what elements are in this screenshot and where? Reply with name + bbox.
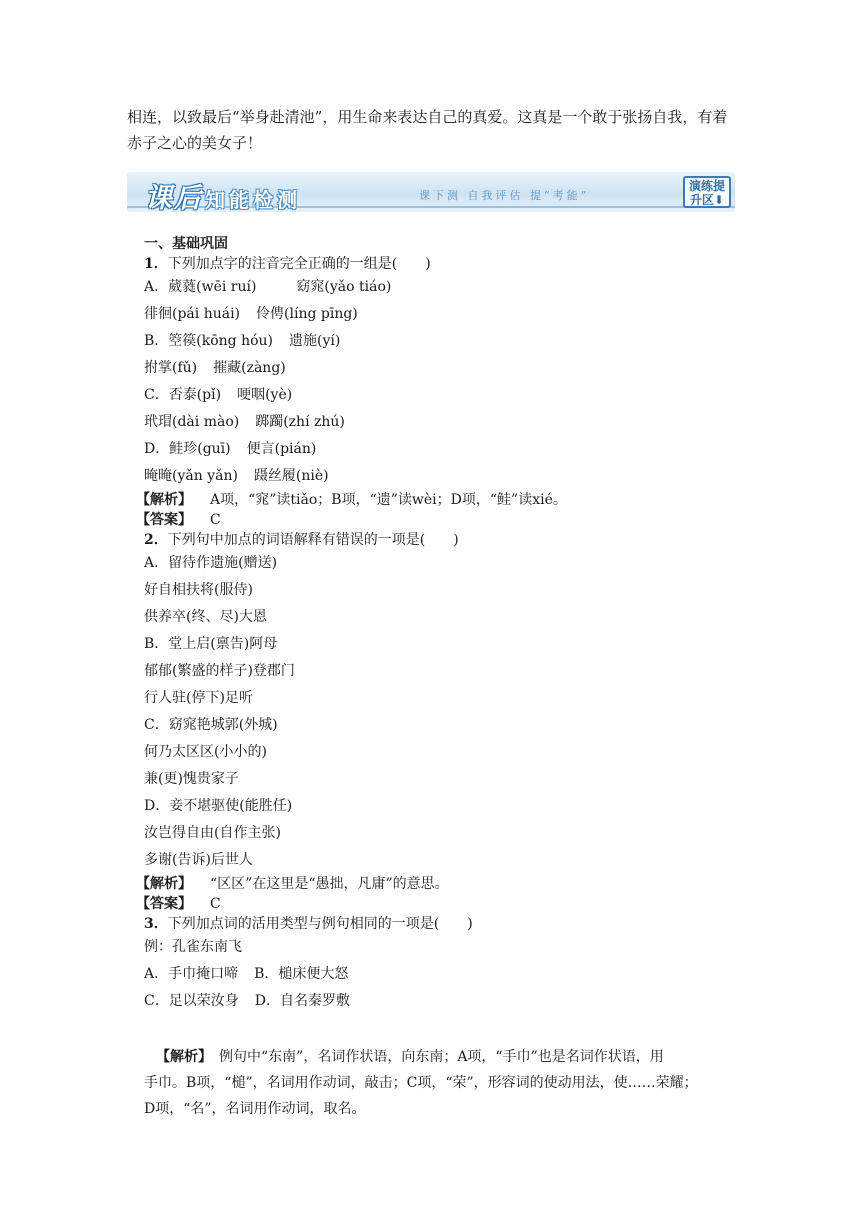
q2-stem [144, 530, 740, 550]
q3-analysis-line2: 手巾。B项，“槌”，名词用作动词，敲击；C项，“荣”，形容词的使动用法，使……荣耀； [144, 1075, 698, 1091]
q1-c-label: C． [144, 387, 169, 403]
q1-a-label: A． [144, 279, 169, 295]
q3-option-b: B．槌床便大怒 [254, 966, 349, 982]
q1-option-c-line1 [144, 382, 740, 409]
q1-d1: 鲑珍(guī) [169, 441, 231, 457]
q2-option-b-line3: 行人驻(停下)足听 [144, 690, 253, 706]
q1-option-b-line2 [144, 355, 740, 382]
q1-analysis-text: A项，“窕”读tiǎo；B项，“遗”读wèi；D项，“鲑”读xié。 [210, 492, 567, 508]
q2-d1: 妾不堪驱使(能胜任) [169, 798, 293, 814]
q3-analysis-line3: D项，“名”，名词用作动词，取名。 [144, 1101, 366, 1117]
q2-answer-value: C [210, 896, 221, 912]
q1-d2: 便言(pián) [246, 441, 317, 457]
q2-a-label: A． [144, 555, 169, 571]
arrow-down-icon: ⬇ [713, 193, 725, 207]
q3-analysis-text-1: 例句中“东南”，名词作状语，向东南；A项，“手巾”也是名词作状语，用 [219, 1049, 664, 1065]
q2-option-b-line1 [144, 631, 740, 658]
q1-b2: 遗施(yí) [289, 333, 341, 349]
q1-b3: 拊掌(fǔ) [144, 360, 198, 376]
q3-stem-text: 下列加点词的活用类型与例句相同的一项是( ) [167, 916, 473, 932]
q1-c1: 否泰(pǐ) [168, 387, 222, 403]
q2-option-a-line3: 供养卒(终、尽)大恩 [144, 609, 267, 625]
q2-option-a-line1 [144, 550, 740, 577]
q3-options-ab [144, 961, 740, 988]
q3-option-c: C．足以荣汝身 [144, 993, 239, 1009]
q1-option-a-line1 [144, 274, 740, 301]
q3-analysis [144, 1044, 738, 1122]
q1-option-d-line1 [144, 436, 740, 463]
q1-option-c-line2 [144, 409, 740, 436]
intro-line-1: 相连，以致最后“举身赴清池”，用生命来表达自己的真爱。这真是一个敢于张扬自我，有着 [127, 108, 728, 126]
q3-option-d: D．自名秦罗敷 [254, 993, 350, 1009]
q2-option-c-line2: 何乃太区区(小小的) [144, 744, 267, 760]
q3-analysis-tag: 【解析】 [156, 1049, 205, 1065]
q1-a1: 葳蕤(wēi ruí) [168, 279, 257, 295]
exercise-body [136, 234, 740, 1015]
q2-a1: 留待作遗施(赠送) [168, 555, 278, 571]
q2-b-label: B． [144, 636, 169, 652]
q1-a3: 徘徊(pái huái) [144, 306, 241, 322]
banner-subtitle: 课下测 自我评估 提“考能” [419, 189, 590, 202]
section-banner [127, 172, 735, 212]
q2-stem-text: 下列句中加点的词语解释有错误的一项是( ) [167, 532, 459, 548]
intro-paragraph [127, 104, 737, 156]
q2-option-b-line2: 郁郁(繁盛的样子)登郡门 [144, 663, 295, 679]
q1-b-label: B． [144, 333, 169, 349]
q1-analysis-tag: 【解析】 [136, 492, 192, 508]
q2-analysis-tag: 【解析】 [136, 876, 192, 892]
q2-option-d-line2: 汝岂得自由(自作主张) [144, 825, 281, 841]
q3-options-cd [144, 988, 740, 1015]
q1-d4: 蹑丝履(niè) [253, 468, 329, 484]
q2-number: 2． [144, 532, 168, 548]
q2-d-label: D． [144, 798, 170, 814]
q2-answer [136, 894, 740, 914]
badge-line-2: 升区 [689, 193, 714, 207]
q3-option-a: A．手巾掩口啼 [144, 966, 239, 982]
q1-option-a-line2 [144, 301, 740, 328]
q1-b4: 摧藏(zàng) [213, 360, 286, 376]
q3-stem [144, 914, 740, 934]
q2-option-d-line1 [144, 793, 740, 820]
q2-option-d-line3: 多谢(告诉)后世人 [144, 852, 253, 868]
q1-answer [136, 510, 740, 530]
q1-b1: 箜篌(kōng hóu) [168, 333, 274, 349]
banner-title-b: 知能检测 [205, 188, 301, 212]
badge-line-1: 演练提 [688, 179, 725, 193]
q1-number: 1． [144, 256, 168, 272]
q2-c-label: C． [144, 717, 169, 733]
q2-b1: 堂上启(禀告)阿母 [168, 636, 278, 652]
q1-option-b-line1 [144, 328, 740, 355]
q2-answer-tag: 【答案】 [136, 896, 192, 912]
q2-option-c-line3: 兼(更)愧贵家子 [144, 771, 239, 787]
q1-c4: 踯躅(zhí zhú) [255, 414, 345, 430]
q1-d3: 晻晻(yǎn yǎn) [144, 468, 238, 484]
q1-a2: 窈窕(yǎo tiáo) [296, 279, 392, 295]
q2-option-c-line1 [144, 712, 740, 739]
q1-a4: 伶俜(líng pīng) [256, 306, 358, 322]
q1-stem [144, 254, 740, 274]
q3-number: 3． [144, 916, 168, 932]
q1-answer-value: C [210, 512, 221, 528]
q1-option-d-line2 [144, 463, 740, 490]
q2-analysis [136, 874, 740, 894]
q1-analysis [136, 490, 740, 510]
q1-answer-tag: 【答案】 [136, 512, 192, 528]
q1-c2: 哽咽(yè) [237, 387, 293, 403]
q3-example: 例：孔雀东南飞 [144, 939, 242, 955]
q2-analysis-text: “区区”在这里是“愚拙，凡庸”的意思。 [210, 876, 449, 892]
q1-d-label: D． [144, 441, 170, 457]
banner-title [145, 176, 301, 212]
q1-c3: 玳瑁(dài mào) [144, 414, 240, 430]
q2-option-a-line2: 好自相扶将(服侍) [144, 582, 253, 598]
q3-analysis-line1 [144, 1044, 738, 1070]
q1-stem-text: 下列加点字的注音完全正确的一组是( ) [167, 256, 431, 272]
banner-title-a: 课后 [145, 183, 203, 212]
q2-c1: 窈窕艳城郭(外城) [168, 717, 278, 733]
section-title: 一、基础巩固 [144, 236, 228, 252]
practice-area-badge [683, 176, 731, 208]
intro-line-2: 赤子之心的美女子！ [127, 134, 263, 152]
